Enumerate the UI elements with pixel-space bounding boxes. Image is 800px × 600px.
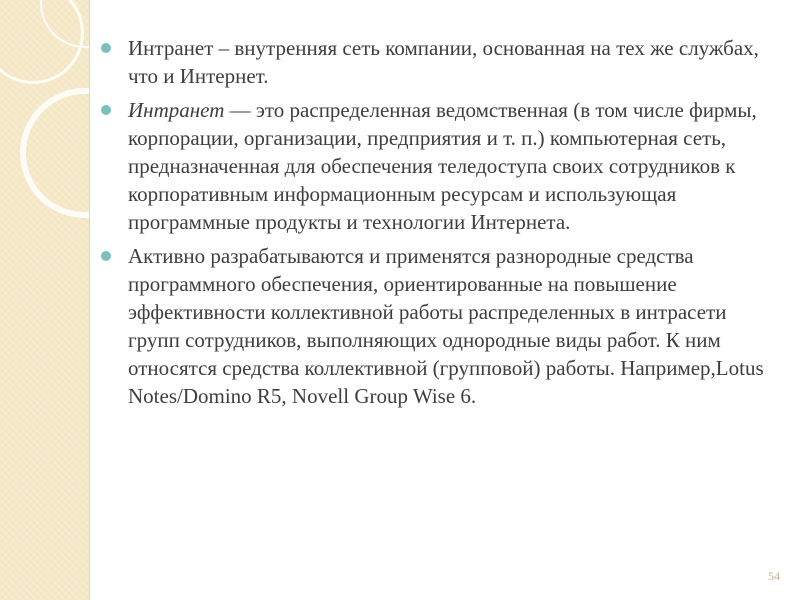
bullet-text [128, 244, 764, 408]
bullet-emphasis: Интранет [128, 98, 225, 122]
bullet-list [96, 34, 774, 416]
bullet-item [96, 242, 774, 410]
decorative-side-panel [0, 0, 90, 600]
bullet-text [128, 98, 757, 234]
bullet-text [128, 36, 759, 88]
decorative-ring [20, 88, 90, 218]
bullet-icon [101, 251, 111, 261]
page-number: 54 [768, 569, 780, 583]
bullet-body: Активно разрабатываются и применятся разнородные средства программного обеспечения, ориентированные на повышение эффективности коллективной работы распределенных в интрасети групп сотрудников, выполняющих однородные виды работ. К ним относятся средства коллективной (групповой) работы. Например,Lotus Notes/Domino R5, Novell Group Wise 6. [128, 244, 764, 408]
bullet-icon [101, 105, 111, 115]
bullet-icon [101, 43, 111, 53]
bullet-item [96, 96, 774, 236]
bullet-item [96, 34, 774, 90]
bullet-body: Интранет – внутренняя сеть компании, основанная на тех же службах, что и Интернет. [128, 36, 759, 88]
bullet-body: — это распределенная ведомственная (в том числе фирмы, корпорации, организации, предприятия и т. п.) компьютерная сеть, предназначенная для обеспечения теледоступа своих сотрудников к корпоративным информационным ресурсам и использующая программные продукты и технологии Интернета. [128, 98, 757, 234]
